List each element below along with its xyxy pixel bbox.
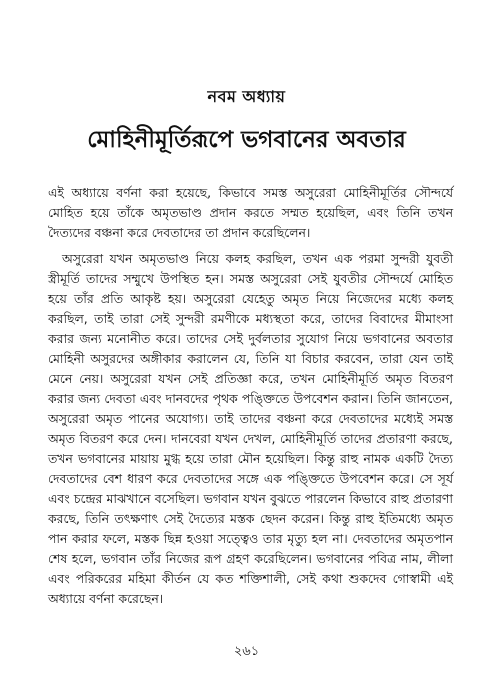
chapter-title: মোহিনীমূর্তিরূপে ভগবানের অবতার (87, 127, 406, 153)
page-number: ২৬১ (233, 644, 260, 659)
chapter-summary (48, 183, 453, 609)
summary-paragraph: এই অধ্যায়ে বর্ণনা করা হয়েছে, কিভাবে সমস্ত অসুরেরা মোহিনীমূর্তির সৌন্দর্যে মোহিত হয়ে তাঁকে অমৃতভাণ্ড প্রদান করতে সম্মত হয়েছিল, এবং তিনি তখন দৈত্যদের বঞ্চনা করে দেবতাদের তা প্রদান করেছিলেন। (48, 185, 453, 240)
summary-paragraph: অসুরেরা যখন অমৃতভাণ্ড নিয়ে কলহ করছিল, তখন এক পরমা সুন্দরী যুবতী স্ত্রীমূর্তি তাদের সম্মুখে উপস্থিত হন। সমস্ত অসুরেরা সেই যুবতীর সৌন্দর্যে মোহিত হয়ে তাঁর প্রতি আকৃষ্ট হয়। অসুরেরা যেহেতু অমৃত নিয়ে নিজেদের মধ্যে কলহ করছিল, তাই তারা সেই সুন্দরী রমণীকে মধ্যস্থতা করে, তাদের বিবাদের মীমাংসা করার জন্য মনোনীত করে। তাদের সেই দুর্বলতার সুযোগ নিয়ে ভগবানের অবতার মোহিনী অসুরদের অঙ্গীকার করালেন যে, তিনি যা বিচার করবেন, তারা যেন তাই মেনে নেয়। অসুরেরা যখন সেই প্রতিজ্ঞা করে, তখন মোহিনীমূর্তি অমৃত বিতরণ করার জন্য দেবতা এবং দানবদের পৃথক পঙ্ক্তিতে উপবেশন করান। তিনি জানতেন, অসুরেরা অমৃত পানের অযোগ্য। তাই তাদের বঞ্চনা করে দেবতাদের মধ্যেই সমস্ত অমৃত বিতরণ করে দেন। দানবেরা যখন দেখল, মোহিনীমূর্তি তাদের প্রতারণা করছে, তখন ভগবানের মায়ায় মুগ্ধ হয়ে তারা মৌন হয়েছিল। কিন্তু রাহু নামক একটি দৈত্য দেবতাদের বেশ ধারণ করে দেবতাদের সঙ্গে এক পঙ্ক্তিতে উপবেশন করে। সে সূর্য এবং চন্দ্রের মাঝখানে বসেছিল। ভগবান যখন বুঝতে পারলেন কিভাবে রাহু প্রতারণা করছে, তিনি তৎক্ষণাৎ সেই দৈত্যের মস্তক ছেদন করেন। কিন্তু রাহু ইতিমধ্যে অমৃত পান করার ফলে, মস্তক ছিন্ন হওয়া সত্ত্বেও তার মৃত্যু হল না। দেবতাদের অমৃতপান শেষ হলে, ভগবান তাঁর নিজের রূপ গ্রহণ করেছিলেন। ভগবানের পবিত্র নাম, লীলা এবং পরিকরের মহিমা কীর্তন যে কত শক্তিশালী, সেই কথা শুকদেব গোস্বামী এই অধ্যায়ে বর্ণনা করেছেন। (48, 251, 453, 606)
chapter-heading: নবম অধ্যায় (207, 87, 286, 106)
